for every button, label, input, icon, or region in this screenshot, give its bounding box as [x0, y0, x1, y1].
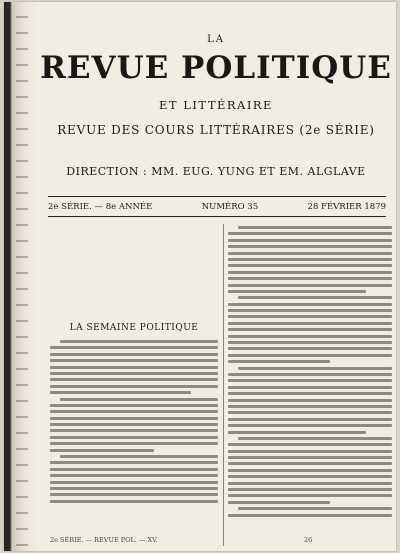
text-line [228, 290, 366, 293]
right-column-text [228, 226, 392, 517]
text-line [50, 359, 218, 362]
issue-number: NUMÉRO 35 [201, 202, 259, 212]
text-line [228, 328, 392, 331]
text-line [50, 481, 218, 484]
text-line [60, 398, 218, 401]
text-line [228, 405, 392, 408]
text-line [50, 417, 218, 420]
text-line [228, 303, 392, 306]
text-line [50, 410, 218, 413]
footer-signature: 2e SÉRIE. — REVUE POL. — XV. [50, 536, 158, 544]
text-line [228, 232, 392, 235]
masthead-direction: DIRECTION : MM. EUG. YUNG ET EM. ALGLAVE [66, 165, 366, 178]
text-line [228, 277, 392, 280]
text-line [50, 385, 218, 388]
text-line [50, 346, 218, 349]
section-heading: LA SEMAINE POLITIQUE [69, 323, 199, 333]
text-line [228, 373, 392, 376]
newspaper-page [4, 2, 396, 551]
text-line [228, 392, 392, 395]
text-line [228, 341, 392, 344]
text-line [50, 474, 218, 477]
text-line [50, 468, 218, 471]
text-line [228, 411, 392, 414]
text-line [228, 360, 330, 363]
text-line [238, 226, 392, 229]
text-line [228, 252, 392, 255]
text-line [228, 335, 392, 338]
text-line [50, 423, 218, 426]
text-line [228, 245, 392, 248]
issue-date: 28 FÉVRIER 1879 [307, 202, 386, 212]
text-line [50, 436, 218, 439]
text-line [228, 431, 366, 434]
text-line [228, 469, 392, 472]
issue-info-bar [48, 201, 386, 213]
text-line [50, 366, 218, 369]
text-line [50, 500, 218, 503]
text-line [228, 271, 392, 274]
text-line [228, 456, 392, 459]
text-line [50, 378, 218, 381]
bottom-rule [48, 216, 386, 217]
text-line [228, 322, 392, 325]
text-line [50, 487, 218, 490]
text-line [228, 309, 392, 312]
text-line [50, 493, 218, 496]
text-line [228, 514, 392, 517]
text-line [60, 455, 218, 458]
text-line [228, 501, 330, 504]
masthead-subtitle: ET LITTÉRAIRE [159, 98, 273, 112]
footer-page-mark: 26 [304, 536, 313, 544]
text-line [228, 482, 392, 485]
text-line [50, 353, 218, 356]
text-line [50, 449, 154, 452]
text-line [238, 367, 392, 370]
text-line [60, 340, 218, 343]
text-line [228, 494, 392, 497]
masthead-la: LA [207, 34, 225, 45]
text-line [228, 475, 392, 478]
text-line [228, 264, 392, 267]
text-line [228, 239, 392, 242]
text-line [50, 461, 218, 464]
text-line [228, 399, 392, 402]
text-line [238, 437, 392, 440]
text-line [228, 284, 392, 287]
left-column [50, 224, 218, 541]
text-line [228, 354, 392, 357]
top-rule [48, 196, 386, 197]
text-line [238, 507, 392, 510]
text-line [228, 258, 392, 261]
masthead-title: REVUE POLITIQUE [40, 50, 392, 86]
text-line [50, 372, 218, 375]
text-line [228, 443, 392, 446]
masthead-cours: REVUE DES COURS LITTÉRAIRES (2e SÉRIE) [57, 123, 375, 137]
text-line [228, 386, 392, 389]
issue-series: 2e SÉRIE. — 8e ANNÉE [48, 202, 153, 212]
text-line [50, 429, 218, 432]
text-line [238, 296, 392, 299]
text-line [228, 488, 392, 491]
right-column [228, 224, 392, 541]
left-column-text [50, 340, 218, 503]
column-divider [223, 224, 224, 546]
text-line [228, 347, 392, 350]
text-line [50, 404, 218, 407]
text-line [228, 418, 392, 421]
text-line [228, 315, 392, 318]
text-line [50, 442, 218, 445]
text-line [50, 391, 191, 394]
binding-stitches [16, 2, 28, 551]
text-line [228, 462, 392, 465]
text-line [228, 424, 392, 427]
text-line [228, 450, 392, 453]
text-line [228, 379, 392, 382]
